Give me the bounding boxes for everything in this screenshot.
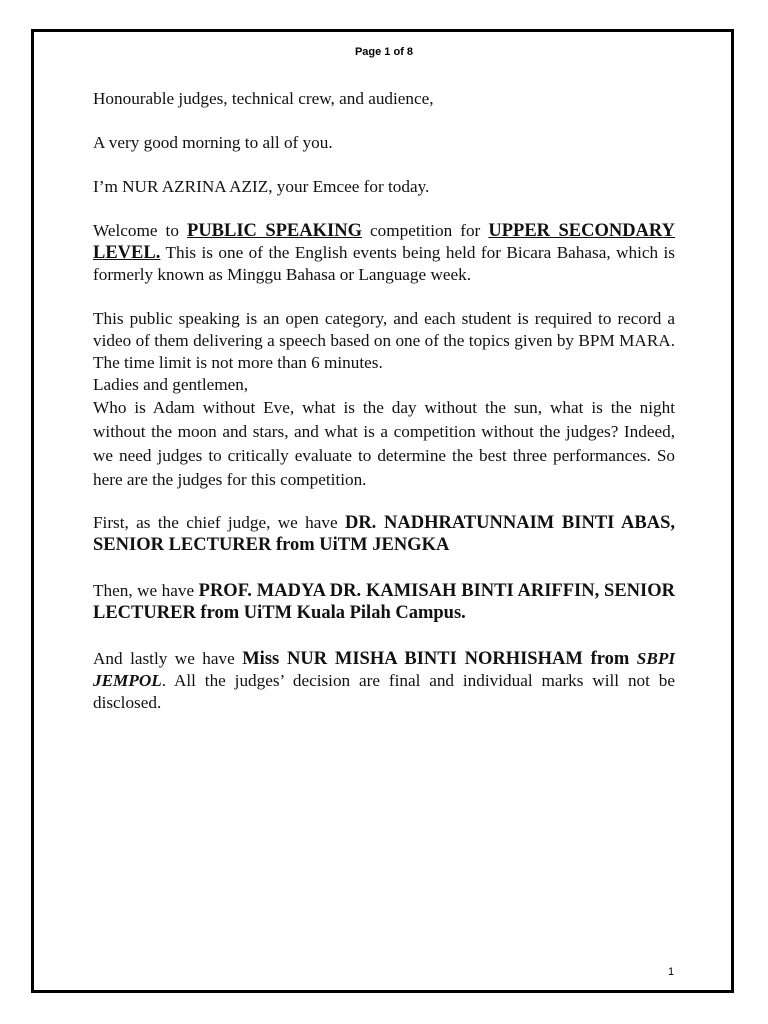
event-name: PUBLIC SPEAKING [187,221,362,241]
judges-intro-paragraph: Who is Adam without Eve, what is the day without the sun, what is the night without the moon and stars, and what is a competition without the judges? Indeed, we need judges to critically evaluate to determine the best three performances. So here are the judges for this competition. [93,398,675,489]
page-number-footer: 1 [668,966,675,978]
greeting-paragraph: Honourable judges, technical crew, and audience, [93,89,434,108]
good-morning-paragraph: A very good morning to all of you. [93,133,333,152]
level-name: UPPER SECONDARY LEVEL. [93,221,675,263]
third-judge-name: Miss NUR MISHA BINTI NORHISHAM from [242,649,630,669]
welcome-paragraph [93,220,675,286]
document-body [93,88,675,714]
rules-paragraph: This public speaking is an open category, and each student is required to record a video of them delivering a speech based on one of the topics given by BPM MARA. The time limit is not more than 6 minutes. [93,309,675,372]
welcome-text-2: competition for [361,221,489,240]
emcee-intro-paragraph: I’m NUR AZRINA AZIZ, your Emcee for today. [93,177,430,196]
third-judge-paragraph [93,648,675,714]
second-judge-lead: Then, we have [93,581,199,600]
third-judge-lead: And lastly we have [93,649,243,668]
second-judge-name: PROF. MADYA DR. KAMISAH BINTI ARIFFIN, SENIOR LECTURER from UiTM Kuala Pilah Campus. [93,581,675,623]
welcome-text-3: This is one of the English events being held for Bicara Bahasa, which is formerly known as Minggu Bahasa or Language week. [93,243,675,284]
chief-judge-lead: First, as the chief judge, we have [93,513,345,532]
chief-judge-paragraph [93,512,675,556]
page-header: Page 1 of 8 [354,46,414,58]
welcome-text-1: Welcome to [93,221,188,240]
ladies-gentlemen-line: Ladies and gentlemen, [93,375,249,394]
closing-text: . All the judges’ decision are final and individual marks will not be disclosed. [93,671,675,712]
chief-judge-name: DR. NADHRATUNNAIM BINTI ABAS, SENIOR LECTURER from UiTM JENGKA [93,513,675,555]
third-judge-school: SBPI JEMPOL [93,649,676,690]
second-judge-paragraph [93,580,675,624]
